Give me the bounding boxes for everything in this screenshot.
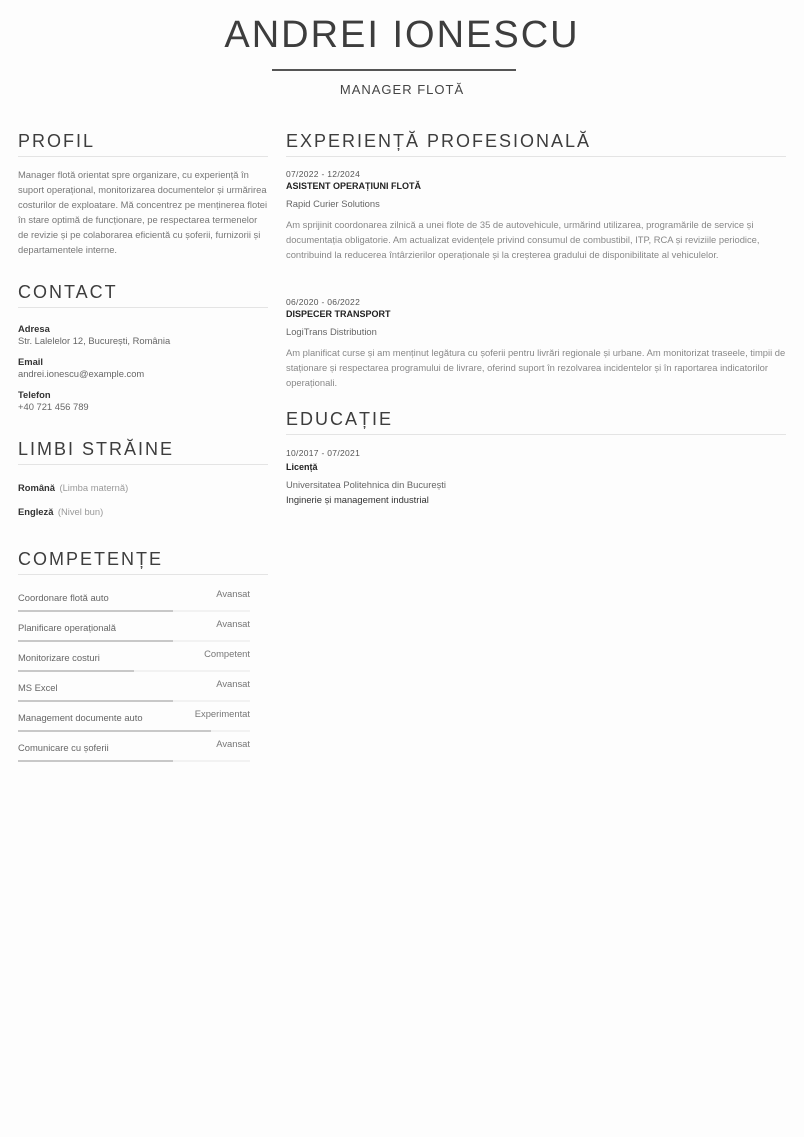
skill-level: Competent (204, 648, 250, 659)
skill-item (18, 611, 250, 642)
skill-name: Planificare operațională (18, 622, 116, 633)
skill-name: Comunicare cu șoferii (18, 742, 109, 753)
skill-item (18, 701, 250, 732)
job-description: Am sprijinit coordonarea zilnică a unei flote de 35 de autovehicule, urmărind utilizarea, programările de service și documentația obligatorie. Am actualizat evidențele privind consumul de combustibil, ITP, RCA și reviziile periodice, contribuind la reducerea întârzierilor operaționale și la creșterea gradului de disponibilitate al vehiculelor. (286, 219, 760, 260)
languages-heading: LIMBI STRĂINE (18, 439, 268, 465)
job-company: LogiTrans Distribution (286, 326, 377, 337)
skill-item (18, 731, 250, 762)
education-degree: Licență (286, 462, 318, 472)
language-level: (Nivel bun) (57, 506, 104, 517)
skill-level: Experimentat (194, 708, 250, 719)
language-level: (Limba maternă) (59, 482, 129, 493)
skills-heading: COMPETENȚE (18, 549, 268, 575)
education-institution: Universitatea Politehnica din București (286, 479, 446, 490)
job-description: Am planificat curse și am menținut legătura cu șoferii pentru livrări regionale și urbane. Am monitorizat traseele, timpii de staționare și respectarea programului de livrare, oferind suport în rezolvarea incidentelor și în raportarea indicatorilor operaționali. (286, 347, 786, 388)
candidate-name: ANDREI IONESCU (224, 14, 580, 56)
skill-item (18, 641, 250, 672)
skill-level: Avansat (216, 618, 250, 629)
skill-name: MS Excel (18, 682, 58, 693)
language-item (18, 478, 128, 496)
language-name: Engleză (18, 506, 54, 517)
skill-item (18, 581, 250, 612)
job-date: 06/2020 - 06/2022 (286, 297, 361, 307)
skill-item (18, 671, 250, 702)
education-heading: EDUCAȚIE (286, 409, 786, 435)
name-divider (272, 69, 516, 71)
job-role: DISPECER TRANSPORT (286, 309, 391, 319)
job-role: ASISTENT OPERAȚIUNI FLOTĂ (286, 181, 421, 191)
profile-heading: PROFIL (18, 131, 268, 157)
address-label: Adresa (18, 323, 50, 334)
skill-bar-fill (18, 760, 173, 762)
skill-bar (18, 760, 250, 762)
language-name: Română (18, 482, 55, 493)
experience-heading: EXPERIENȚĂ PROFESIONALĂ (286, 131, 786, 157)
job-company: Rapid Curier Solutions (286, 198, 380, 209)
skill-level: Avansat (216, 588, 250, 599)
skill-name: Monitorizare costuri (18, 652, 100, 663)
language-item (18, 502, 103, 520)
profile-text: Manager flotă orientat spre organizare, cu experiență în suport operațional, monitorizarea documentelor și urmărirea costurilor de exploatare. Mă concentrez pe menținerea flotei în stare optimă de funcționare, pe respectarea termenelor de revizie și pe colaborarea eficientă cu șoferii, furnizorii și departamentele interne. (18, 169, 268, 255)
skill-level: Avansat (216, 678, 250, 689)
skill-name: Management documente auto (18, 712, 143, 723)
address-value: Str. Lalelelor 12, București, România (18, 335, 171, 346)
job-date: 07/2022 - 12/2024 (286, 169, 361, 179)
email-value[interactable]: andrei.ionescu@example.com (18, 368, 145, 379)
email-label: Email (18, 356, 44, 367)
job-title: MANAGER FLOTĂ (339, 82, 465, 97)
contact-heading: CONTACT (18, 282, 268, 308)
education-date: 10/2017 - 07/2021 (286, 448, 361, 458)
skill-level: Avansat (216, 738, 250, 749)
phone-label: Telefon (18, 389, 51, 400)
phone-value[interactable]: +40 721 456 789 (18, 401, 89, 412)
skill-name: Coordonare flotă auto (18, 592, 109, 603)
education-field: Inginerie și management industrial (286, 494, 429, 505)
